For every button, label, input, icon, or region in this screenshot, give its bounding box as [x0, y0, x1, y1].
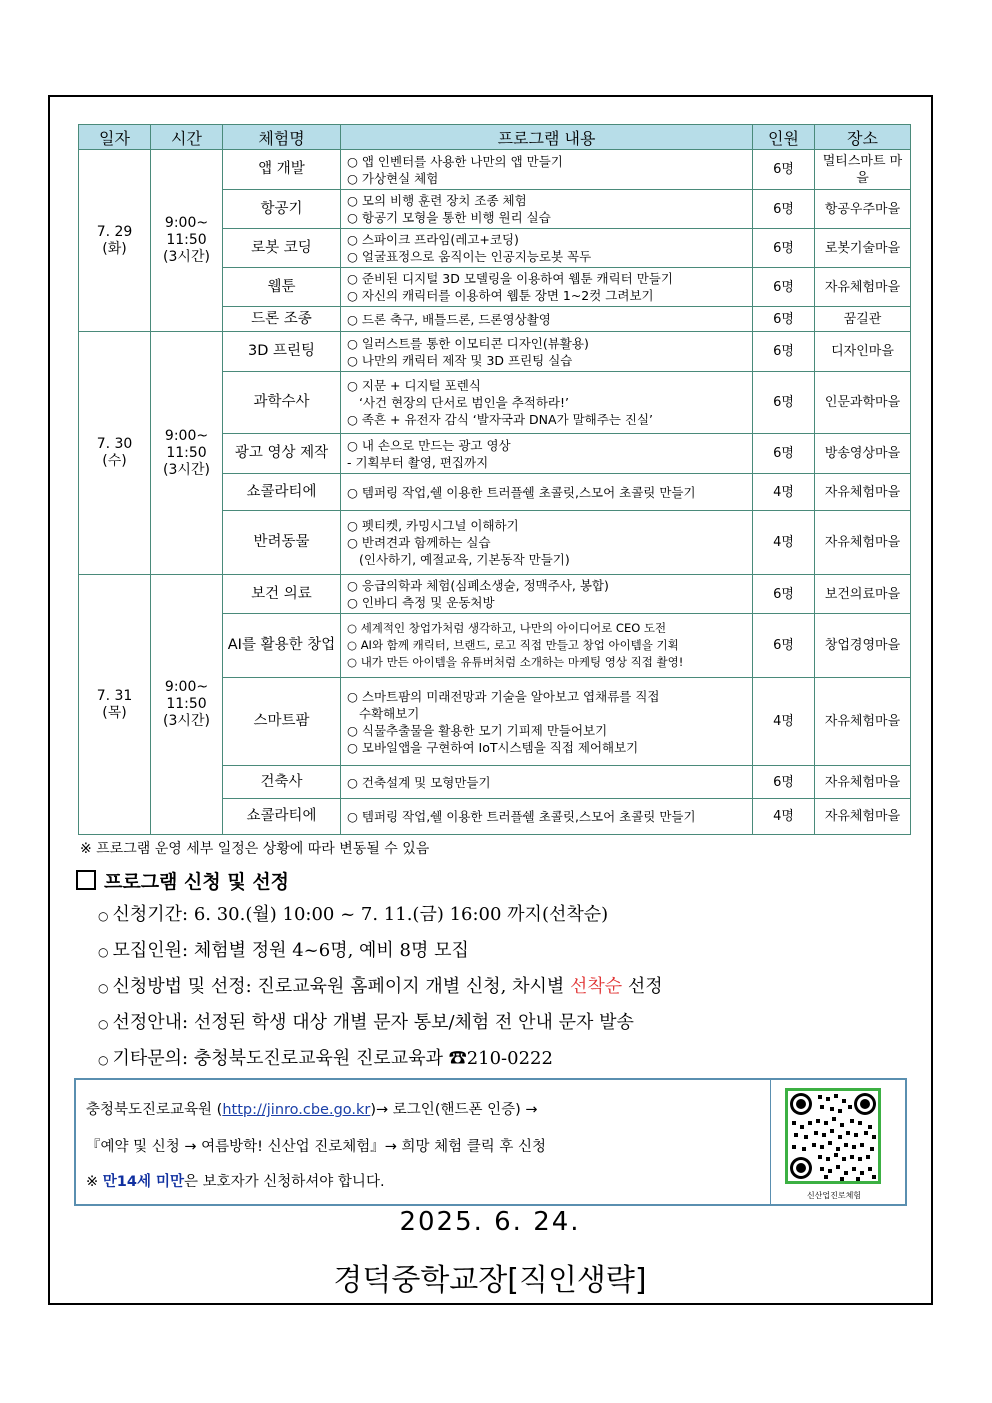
info-recruit: ○ 모집인원: 체험별 정원 4~6명, 예비 8명 모집 — [98, 940, 469, 961]
program-count: 4명 — [753, 511, 815, 575]
schedule-table — [78, 124, 911, 835]
program-content: ○ 스마트팜의 미래전망과 기술을 알아보고 엽채류를 직접 수확해보기 ○ 식물추출물을 활용한 모기 기피제 만들어보기 ○ 모바일앱을 구현하여 IoT시스템을 직접 제어해보기 — [341, 678, 753, 766]
program-count: 6명 — [753, 150, 815, 190]
program-name: 과학수사 — [223, 372, 341, 434]
qr-code-icon — [788, 1091, 878, 1181]
header-time: 시간 — [151, 125, 223, 150]
program-name: 보건 의료 — [223, 575, 341, 614]
program-content: ○ 응급의학과 체험(심폐소생술, 정맥주사, 봉합) ○ 인바디 측정 및 운동처방 — [341, 575, 753, 614]
day-cell: 7. 29 (화) — [79, 150, 151, 332]
circle-bullet-icon: ○ — [98, 909, 109, 923]
program-content: ○ 드론 축구, 배틀드론, 드론영상촬영 — [341, 307, 753, 332]
info-contact: ○ 기타문의: 충청북도진로교육원 진로교육과 ☎210-0222 — [98, 1048, 553, 1069]
program-place: 자유체험마을 — [815, 766, 911, 799]
time-cell: 9:00~ 11:50 (3시간) — [151, 332, 223, 575]
program-name: 항공기 — [223, 190, 341, 229]
program-count: 4명 — [753, 799, 815, 835]
apply-line-1: 충청북도진로교육원 (http://jinro.cbe.go.kr)→ 로그인(핸드폰 인증) → — [86, 1102, 538, 1118]
program-place: 자유체험마을 — [815, 799, 911, 835]
program-place: 멀티스마트 마을 — [815, 150, 911, 190]
program-name: AI를 활용한 창업 — [223, 614, 341, 678]
program-count: 6명 — [753, 575, 815, 614]
table-row — [79, 332, 911, 372]
circle-bullet-icon: ○ — [98, 1017, 109, 1031]
table-row — [79, 575, 911, 614]
program-content: ○ 내 손으로 만드는 광고 영상 - 기획부터 촬영, 편집까지 — [341, 434, 753, 474]
issue-date: 2025. 6. 24. — [399, 1207, 581, 1237]
program-name: 쇼콜라티에 — [223, 474, 341, 511]
program-name: 쇼콜라티에 — [223, 799, 341, 835]
program-name: 웹툰 — [223, 268, 341, 307]
table-row — [79, 150, 911, 190]
program-content: ○ 준비된 디지털 3D 모델링을 이용하여 웹툰 캐릭터 만들기 ○ 자신의 캐릭터를 이용하여 웹툰 장면 1~2컷 그려보기 — [341, 268, 753, 307]
school-signature: 경덕중학교장[직인생략] — [333, 1263, 647, 1298]
apply-line-2: 『예약 및 신청 → 여름방학! 신산업 진로체험』→ 희망 체험 클릭 후 신청 — [86, 1139, 546, 1155]
program-content: ○ 일러스트를 통한 이모티콘 디자인(뷰활용) ○ 나만의 캐릭터 제작 및 3D 프린팅 실습 — [341, 332, 753, 372]
program-name: 스마트팜 — [223, 678, 341, 766]
header-count: 인원 — [753, 125, 815, 150]
table-header — [79, 125, 911, 150]
header-place: 장소 — [815, 125, 911, 150]
program-count: 6명 — [753, 332, 815, 372]
program-place: 자유체험마을 — [815, 511, 911, 575]
program-count: 4명 — [753, 474, 815, 511]
program-content: ○ 템퍼링 작업,쉘 이용한 트러플쉘 초콜릿,스모어 초콜릿 만들기 — [341, 474, 753, 511]
qr-code[interactable] — [785, 1088, 881, 1184]
time-cell: 9:00~ 11:50 (3시간) — [151, 575, 223, 835]
program-count: 4명 — [753, 678, 815, 766]
program-content: ○ 지문 + 디지털 포렌식 ‘사건 현장의 단서로 범인을 추적하라!’ ○ 족흔 + 유전자 감식 ‘발자국과 DNA가 말해주는 진실’ — [341, 372, 753, 434]
program-content: ○ 앱 인벤터를 사용한 나만의 앱 만들기 ○ 가상현실 체험 — [341, 150, 753, 190]
program-content: ○ 세계적인 창업가처럼 생각하고, 나만의 아이디어로 CEO 도전 ○ AI와 함께 캐릭터, 브랜드, 로고 직접 만들고 창업 아이템을 기획 ○ 내가 만든 아이템을 유튜버처럼 소개하는 마케팅 영상 직접 촬영! — [341, 614, 753, 678]
program-name: 드론 조종 — [223, 307, 341, 332]
program-count: 6명 — [753, 268, 815, 307]
header-day: 일자 — [79, 125, 151, 150]
program-content: ○ 템퍼링 작업,쉘 이용한 트러플쉘 초콜릿,스모어 초콜릿 만들기 — [341, 799, 753, 835]
program-place: 창업경영마을 — [815, 614, 911, 678]
program-count: 6명 — [753, 307, 815, 332]
program-place: 항공우주마을 — [815, 190, 911, 229]
apply-instructions-box — [74, 1078, 907, 1206]
qr-caption: 신산업진로체험 — [806, 1191, 862, 1200]
day-cell: 7. 30 (수) — [79, 332, 151, 575]
header-program: 체험명 — [223, 125, 341, 150]
circle-bullet-icon: ○ — [98, 945, 109, 959]
homepage-link[interactable]: http://jinro.cbe.go.kr — [222, 1102, 371, 1118]
divider — [770, 1080, 771, 1204]
program-name: 로봇 코딩 — [223, 229, 341, 268]
program-count: 6명 — [753, 614, 815, 678]
header-content: 프로그램 내용 — [341, 125, 753, 150]
program-name: 반려동물 — [223, 511, 341, 575]
program-place: 방송영상마을 — [815, 434, 911, 474]
program-name: 광고 영상 제작 — [223, 434, 341, 474]
circle-bullet-icon: ○ — [98, 1053, 109, 1067]
program-place: 자유체험마을 — [815, 268, 911, 307]
program-content: ○ 건축설계 및 모형만들기 — [341, 766, 753, 799]
program-content: ○ 모의 비행 훈련 장치 조종 체험 ○ 항공기 모형을 통한 비행 원리 실습 — [341, 190, 753, 229]
circle-bullet-icon: ○ — [98, 981, 109, 995]
day-cell: 7. 31 (목) — [79, 575, 151, 835]
checkbox-square-icon — [76, 870, 96, 890]
program-place: 보건의료마을 — [815, 575, 911, 614]
program-content: ○ 스파이크 프라임(레고+코딩) ○ 얼굴표정으로 움직이는 인공지능로봇 꼭두 — [341, 229, 753, 268]
section-title: 프로그램 신청 및 선정 — [76, 867, 289, 894]
info-notice: ○ 선정안내: 선정된 학생 대상 개별 문자 통보/체험 전 안내 문자 발송 — [98, 1012, 634, 1033]
apply-line-3: ※ 만14세 미만은 보호자가 신청하셔야 합니다. — [86, 1174, 385, 1190]
program-count: 6명 — [753, 766, 815, 799]
program-content: ○ 펫티켓, 카밍시그널 이해하기 ○ 반려견과 함께하는 실습 (인사하기, 예절교육, 기본동작 만들기) — [341, 511, 753, 575]
schedule-note: ※ 프로그램 운영 세부 일정은 상황에 따라 변동될 수 있음 — [80, 841, 430, 857]
info-method: ○ 신청방법 및 선정: 진로교육원 홈페이지 개별 신청, 차시별 선착순 선정 — [98, 976, 663, 997]
info-period: ○ 신청기간: 6. 30.(월) 10:00 ~ 7. 11.(금) 16:00 까지(선착순) — [98, 904, 609, 925]
program-place: 로봇기술마을 — [815, 229, 911, 268]
program-count: 6명 — [753, 434, 815, 474]
program-place: 꿈길관 — [815, 307, 911, 332]
program-place: 인문과학마을 — [815, 372, 911, 434]
program-name: 3D 프린팅 — [223, 332, 341, 372]
program-count: 6명 — [753, 190, 815, 229]
program-count: 6명 — [753, 372, 815, 434]
time-cell: 9:00~ 11:50 (3시간) — [151, 150, 223, 332]
program-name: 건축사 — [223, 766, 341, 799]
program-place: 자유체험마을 — [815, 678, 911, 766]
program-name: 앱 개발 — [223, 150, 341, 190]
program-count: 6명 — [753, 229, 815, 268]
program-place: 디자인마을 — [815, 332, 911, 372]
program-place: 자유체험마을 — [815, 474, 911, 511]
